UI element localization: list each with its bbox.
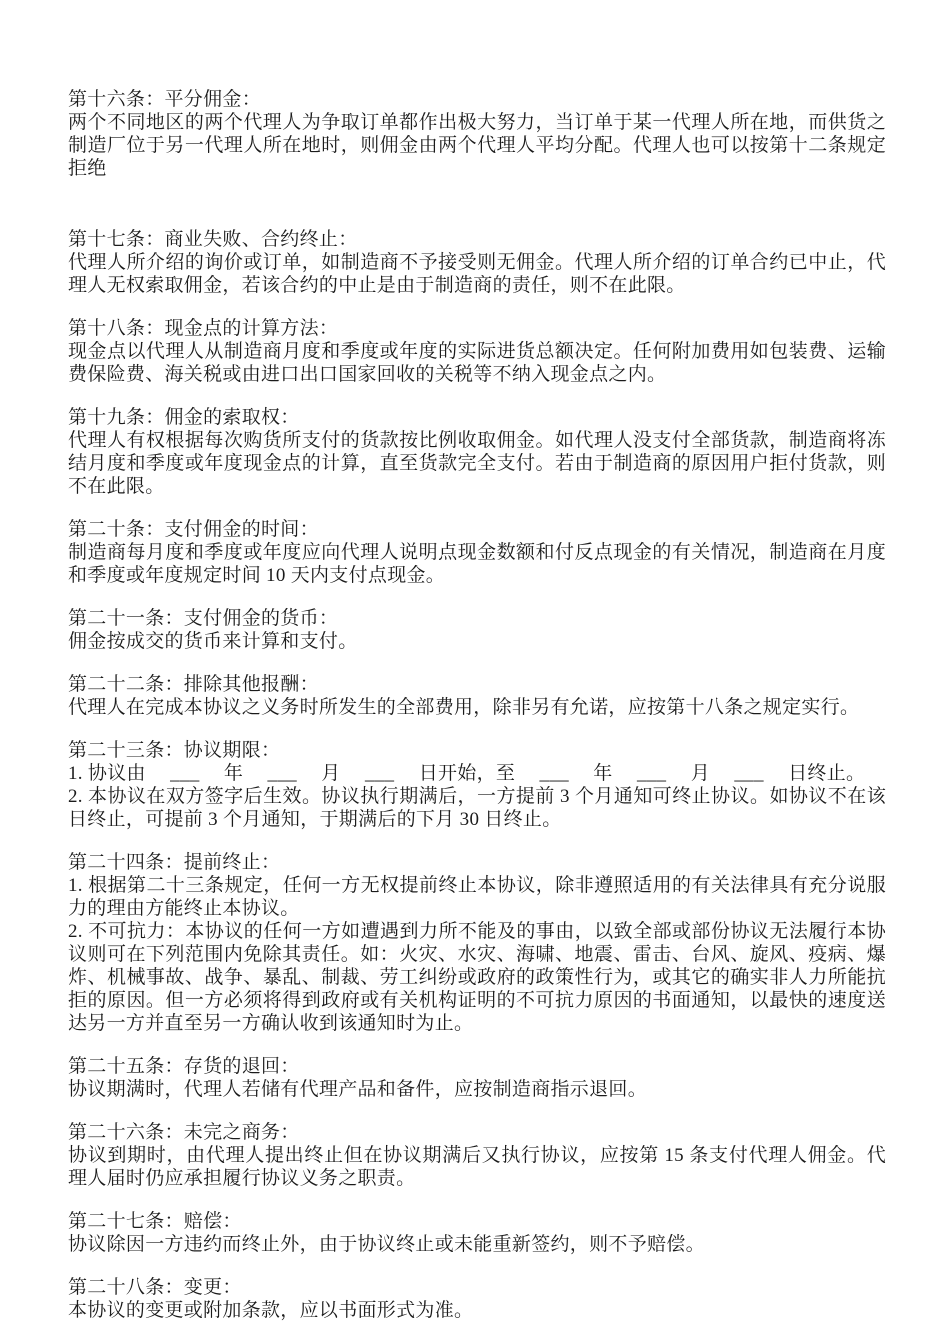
- article-paragraph-fill-in-dates: 1. 协议由 ___ 年 ___ 月 ___ 日开始，至 ___ 年 ___ 月 ___ 日终止。: [68, 763, 866, 784]
- article-paragraph: 制造商每月度和季度或年度应向代理人说明点现金数额和付反点现金的有关情况，制造商在月度和季度或年度规定时间 10 天内支付点现金。: [68, 542, 886, 586]
- article-heading: 第二十七条：赔偿：: [68, 1211, 242, 1232]
- article-paragraph: 2. 不可抗力：本协议的任何一方如遭遇到力所不能及的事由，以致全部或部份协议无法履行本协议则可在下列范围内免除其责任。如：火灾、水灾、海啸、地震、雷击、台风、旋风、疫病、爆炸、机械事故、战争、暴乱、制裁、劳工纠纷或政府的政策性行为，或其它的确实非人力所能抗拒的原因。但一方必须将得到政府或有关机构证明的不可抗力原因的书面通知，以最快的速度送达另一方并直至另一方确认收到该通知时为止。: [68, 921, 886, 1034]
- article-paragraph: 代理人有权根据每次购货所支付的货款按比例收取佣金。如代理人没支付全部货款，制造商将冻结月度和季度或年度现金点的计算，直至货款完全支付。若由于制造商的原因用户拒付货款，则不在此限。: [68, 430, 886, 497]
- article-19: [68, 406, 886, 498]
- article-heading: 第二十三条：协议期限：: [68, 740, 281, 761]
- article-28: [68, 1276, 886, 1322]
- article-22: [68, 673, 886, 719]
- article-21: [68, 607, 886, 653]
- article-paragraph: 协议除因一方违约而终止外，由于协议终止或未能重新签约，则不予赔偿。: [68, 1234, 705, 1255]
- article-heading: 第二十一条：支付佣金的货币：: [68, 608, 339, 629]
- article-paragraph: 协议到期时，由代理人提出终止但在协议期满后又执行协议，应按第 15 条支付代理人佣金。代理人届时仍应承担履行协议义务之职责。: [68, 1145, 886, 1189]
- article-heading: 第二十六条：未完之商务：: [68, 1122, 300, 1143]
- article-heading: 第十六条：平分佣金：: [68, 89, 262, 110]
- article-16: [68, 88, 886, 180]
- article-heading: 第二十四条：提前终止：: [68, 852, 281, 873]
- article-18: [68, 317, 886, 386]
- article-20: [68, 518, 886, 587]
- article-paragraph: 代理人所介绍的询价或订单，如制造商不予接受则无佣金。代理人所介绍的订单合约已中止，代理人无权索取佣金，若该合约的中止是由于制造商的责任，则不在此限。: [68, 252, 886, 296]
- article-paragraph: 协议期满时，代理人若储有代理产品和备件，应按制造商指示退回。: [68, 1079, 648, 1100]
- article-paragraph: 2. 本协议在双方签字后生效。协议执行期满后，一方提前 3 个月通知可终止协议。如协议不在该日终止，可提前 3 个月通知，于期满后的下月 30 日终止。: [68, 786, 886, 830]
- article-25: [68, 1055, 886, 1101]
- article-paragraph: 两个不同地区的两个代理人为争取订单都作出极大努力，当订单于某一代理人所在地，而供货之制造厂位于另一代理人所在地时，则佣金由两个代理人平均分配。代理人也可以按第十二条规定拒绝: [68, 112, 886, 179]
- article-24: [68, 851, 886, 1035]
- article-paragraph: 现金点以代理人从制造商月度和季度或年度的实际进货总额决定。任何附加费用如包装费、运输费保险费、海关税或由进口出口国家回收的关税等不纳入现金点之内。: [68, 341, 886, 385]
- article-26: [68, 1121, 886, 1190]
- article-23: [68, 739, 886, 831]
- article-paragraph: 代理人在完成本协议之义务时所发生的全部费用，除非另有允诺，应按第十八条之规定实行。: [68, 697, 860, 718]
- article-heading: 第十八条：现金点的计算方法：: [68, 318, 339, 339]
- article-27: [68, 1210, 886, 1256]
- article-heading: 第二十五条：存货的退回：: [68, 1056, 300, 1077]
- article-heading: 第二十八条：变更：: [68, 1277, 242, 1298]
- article-17: [68, 228, 886, 297]
- article-paragraph: 佣金按成交的货币来计算和支付。: [68, 631, 358, 652]
- article-paragraph: 1. 根据第二十三条规定，任何一方无权提前终止本协议，除非遵照适用的有关法律具有充分说服力的理由方能终止本协议。: [68, 875, 886, 919]
- article-paragraph: 本协议的变更或附加条款，应以书面形式为准。: [68, 1300, 474, 1321]
- article-heading: 第二十二条：排除其他报酬：: [68, 674, 319, 695]
- article-heading: 第十九条：佣金的索取权：: [68, 407, 300, 428]
- article-heading: 第二十条：支付佣金的时间：: [68, 519, 319, 540]
- article-heading: 第十七条：商业失败、合约终止：: [68, 229, 358, 250]
